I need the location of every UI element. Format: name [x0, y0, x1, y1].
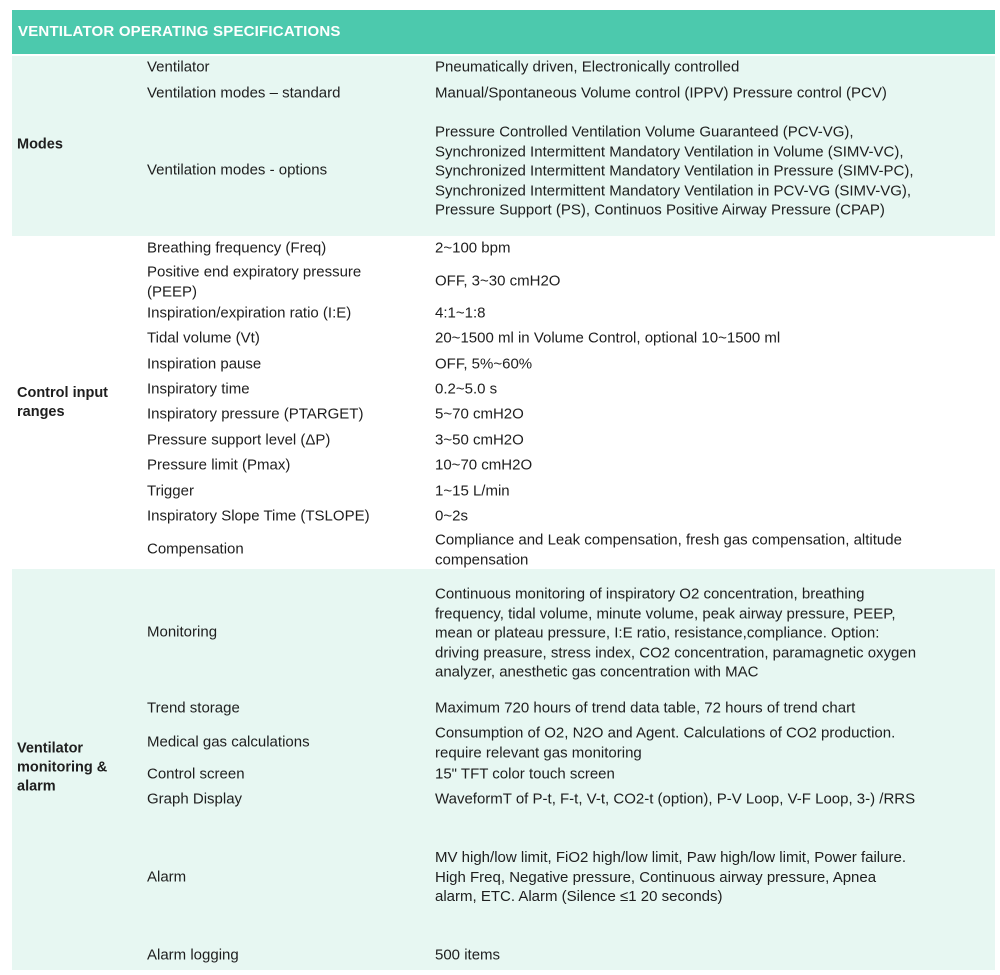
section-control-input-ranges: [12, 236, 995, 569]
spec-value: 5~70 cmH2O: [435, 405, 524, 423]
spec-label: Ventilator: [147, 58, 210, 76]
spec-label: Ventilation modes – standard: [147, 84, 341, 102]
spec-value: OFF, 3~30 cmH2O: [435, 272, 561, 290]
spec-value: 10~70 cmH2O: [435, 456, 533, 474]
spec-label: Control screen: [147, 765, 245, 783]
spec-label: Inspiratory pressure (PTARGET): [147, 405, 364, 423]
spec-value: Continuous monitoring of inspiratory O2 concentration, breathing frequency, tidal volume, minute volume, peak airway pressure, PEEP, mean or plateau pressure, I:E ratio, resistance,compliance. Option: driving preasure, stress index, CO2 concentration, paramagnetic oxygen analyzer, anesthetic gas concentration with MAC: [435, 585, 917, 681]
spec-value: Manual/Spontaneous Volume control (IPPV) Pressure control (PCV): [435, 84, 887, 102]
spec-value: OFF, 5%~60%: [435, 355, 533, 373]
spec-label: Pressure support level (ΔP): [147, 431, 331, 449]
section-monitoring-alarm: [12, 569, 995, 970]
spec-label: Trend storage: [147, 699, 240, 717]
spec-value: 1~15 L/min: [435, 482, 510, 500]
spec-value: 4:1~1:8: [435, 304, 486, 322]
spec-value: 20~1500 ml in Volume Control, optional 10~1500 ml: [435, 329, 781, 347]
spec-value: 500 items: [435, 946, 501, 964]
spec-label: Breathing frequency (Freq): [147, 239, 327, 257]
section-label: Modes: [17, 136, 63, 153]
spec-table-title: VENTILATOR OPERATING SPECIFICATIONS: [12, 10, 995, 54]
spec-label: Inspiratory Slope Time (TSLOPE): [147, 507, 370, 525]
spec-label: Alarm logging: [147, 946, 239, 964]
section-modes: [12, 56, 995, 236]
spec-value: 15" TFT color touch screen: [435, 765, 615, 783]
spec-value: Pressure Controlled Ventilation Volume Guaranteed (PCV-VG), Synchronized Intermittent Mandatory Ventilation in Volume (SIMV-VC), Synchronized Intermittent Mandatory Ventilation in Pressure (SIMV-PC), Synchronized Intermittent Mandatory Ventilation in PCV-VG (SIMV-VG), Pressure Support (PS), Continuos Positive Airway Pressure (CPAP): [435, 123, 914, 219]
spec-label: Pressure limit (Pmax): [147, 456, 291, 474]
spec-label: Trigger: [147, 482, 194, 500]
spec-label: Tidal volume (Vt): [147, 329, 260, 347]
spec-label: Monitoring: [147, 623, 218, 641]
spec-label: Ventilation modes - options: [147, 161, 328, 179]
spec-label: Inspiration/expiration ratio (I:E): [147, 304, 352, 322]
spec-label: Positive end expiratory pressure (PEEP): [147, 263, 362, 300]
spec-value: 0~2s: [435, 507, 468, 525]
spec-value: Maximum 720 hours of trend data table, 72 hours of trend chart: [435, 699, 856, 717]
spec-value: 2~100 bpm: [435, 239, 511, 257]
section-label: Ventilator monitoring & alarm: [17, 740, 108, 795]
spec-label: Inspiratory time: [147, 380, 250, 398]
spec-value: 3~50 cmH2O: [435, 431, 524, 449]
spec-value: 0.2~5.0 s: [435, 380, 498, 398]
spec-label: Alarm: [147, 868, 187, 886]
spec-label: Compensation: [147, 540, 244, 558]
spec-label: Inspiration pause: [147, 355, 262, 373]
spec-value: Consumption of O2, N2O and Agent. Calculations of CO2 production. require relevant gas monitoring: [435, 724, 896, 761]
section-label: Control input ranges: [17, 385, 109, 420]
spec-label: Medical gas calculations: [147, 733, 310, 751]
spec-value: Pneumatically driven, Electronically controlled: [435, 58, 740, 76]
spec-value: WaveformT of P-t, F-t, V-t, CO2-t (option), P-V Loop, V-F Loop, 3-) /RRS: [435, 790, 916, 808]
spec-value: Compliance and Leak compensation, fresh gas compensation, altitude compensation: [435, 531, 902, 568]
spec-label: Graph Display: [147, 790, 243, 808]
spec-value: MV high/low limit, FiO2 high/low limit, Paw high/low limit, Power failure. High Freq, Negative pressure, Continuous airway pressure, Apnea alarm, ETC. Alarm (Silence ≤1 20 seconds): [435, 848, 906, 905]
